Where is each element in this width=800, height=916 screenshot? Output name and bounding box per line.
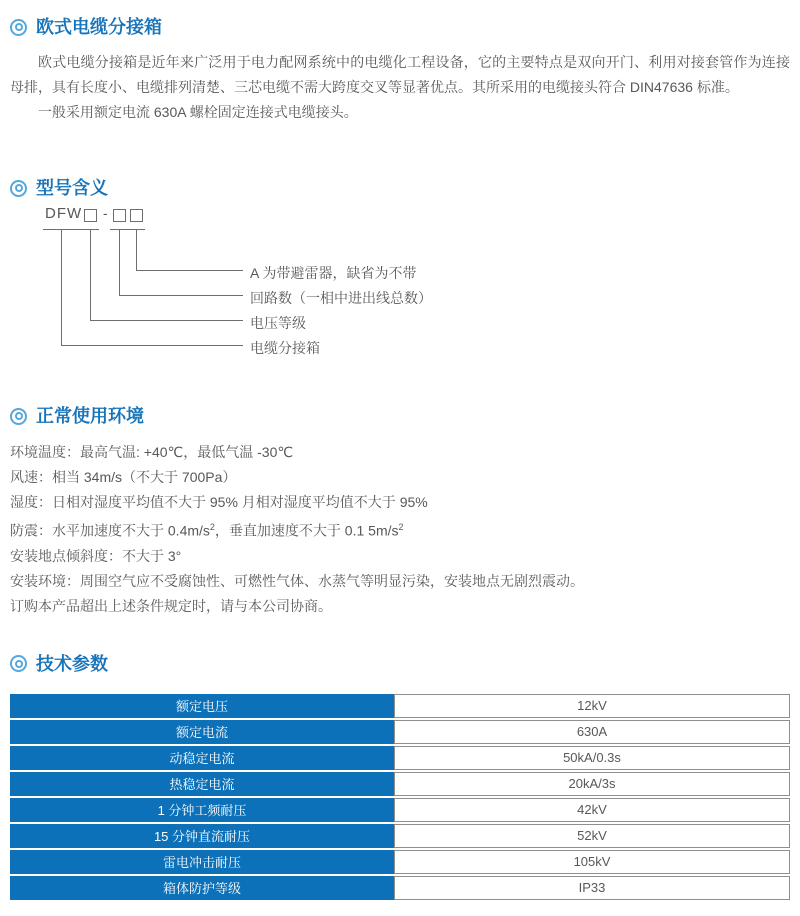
value-cell: 42kV: [394, 798, 790, 822]
param-cell: 额定电压: [10, 694, 394, 718]
table-row: [10, 746, 790, 770]
connector-line: [61, 345, 243, 346]
value-cell: 630A: [394, 720, 790, 744]
table-row: [10, 850, 790, 874]
connector-line: [119, 229, 120, 295]
section-bullet-icon: [10, 19, 27, 36]
table-row: [10, 798, 790, 822]
table-row: [10, 694, 790, 718]
param-cell: 额定电流: [10, 720, 394, 744]
section-title-text: 技术参数: [36, 653, 108, 674]
model-box: [130, 209, 143, 222]
connector-line: [136, 229, 137, 270]
env-item: 订购本产品超出上述条件规定时，请与本公司协商。: [10, 597, 332, 614]
section-title-product: [10, 16, 790, 38]
connector-line: [90, 229, 91, 320]
param-cell: 热稳定电流: [10, 772, 394, 796]
section-bullet-icon: [10, 408, 27, 425]
section-title-text: 型号含义: [36, 178, 108, 198]
section-title-specs: [10, 653, 790, 675]
connector-line: [43, 229, 81, 230]
section-bullet-icon: [10, 655, 27, 672]
value-cell: 105kV: [394, 850, 790, 874]
section-title-environment: [10, 405, 790, 427]
value-cell: 52kV: [394, 824, 790, 848]
param-cell: 动稳定电流: [10, 746, 394, 770]
model-label: A 为带避雷器，缺省为不带: [250, 265, 417, 281]
intro-paragraph: 欧式电缆分接箱是近年来广泛用于电力配网系统中的电缆化工程设备，它的主要特点是双向开门、利用对接套管作为连接母排，具有长度小、电缆排列清楚、三芯电缆不需大跨度交叉等显著优点。其所采用的电缆接头符合 DIN47636 标准。: [10, 54, 790, 95]
env-item-vibration: [10, 515, 790, 544]
model-prefix: DFW: [45, 205, 83, 222]
connector-line: [90, 320, 243, 321]
model-label: 电缆分接箱: [250, 340, 320, 356]
model-label: 回路数（一相中进出线总数）: [250, 290, 432, 306]
superscript: 2: [209, 522, 215, 532]
table-row: [10, 720, 790, 744]
section-title-text: 欧式电缆分接箱: [36, 17, 162, 37]
env-text: ，垂直加速度不大于 0.1 5m/s: [214, 522, 399, 539]
env-item: 安装环境：周围空气应不受腐蚀性、可燃性气体、水蒸气等明显污染，安装地点无剧烈震动。: [10, 572, 584, 589]
model-box: [113, 209, 126, 222]
model-meaning-diagram: [10, 205, 790, 360]
table-row: [10, 824, 790, 848]
env-item: 安装地点倾斜度：不大于 3°: [10, 547, 182, 564]
connector-line: [136, 270, 243, 271]
model-label: 电压等级: [250, 315, 306, 331]
param-cell: 1 分钟工频耐压: [10, 798, 394, 822]
value-cell: 50kA/0.3s: [394, 746, 790, 770]
value-cell: IP33: [394, 876, 790, 900]
model-box: [84, 209, 97, 222]
spec-table: [10, 692, 790, 902]
param-cell: 15 分钟直流耐压: [10, 824, 394, 848]
value-cell: 12kV: [394, 694, 790, 718]
model-separator: -: [103, 205, 108, 221]
connector-line: [61, 229, 62, 345]
value-cell: 20kA/3s: [394, 772, 790, 796]
connector-line: [119, 295, 243, 296]
param-cell: 箱体防护等级: [10, 876, 394, 900]
intro-paragraph: 一般采用额定电流 630A 螺栓固定连接式电缆接头。: [38, 104, 358, 120]
section-title-text: 正常使用环境: [36, 406, 144, 426]
env-item: 风速：相当 34m/s（不大于 700Pa）: [10, 469, 237, 485]
catalog-page: [0, 16, 800, 902]
product-intro: [10, 50, 790, 125]
env-item: 湿度：日相对湿度平均值不大于 95% 月相对湿度平均值不大于 95%: [10, 494, 428, 510]
superscript: 2: [398, 522, 404, 532]
env-text: 防震：水平加速度不大于 0.4m/s: [10, 522, 210, 539]
env-item: 环境温度：最高气温: +40℃，最低气温 -30℃: [10, 444, 294, 460]
section-title-model-meaning: [10, 177, 790, 199]
section-bullet-icon: [10, 180, 27, 197]
param-cell: 雷电冲击耐压: [10, 850, 394, 874]
environment-conditions-list: [10, 440, 790, 619]
table-row: [10, 876, 790, 900]
table-row: [10, 772, 790, 796]
